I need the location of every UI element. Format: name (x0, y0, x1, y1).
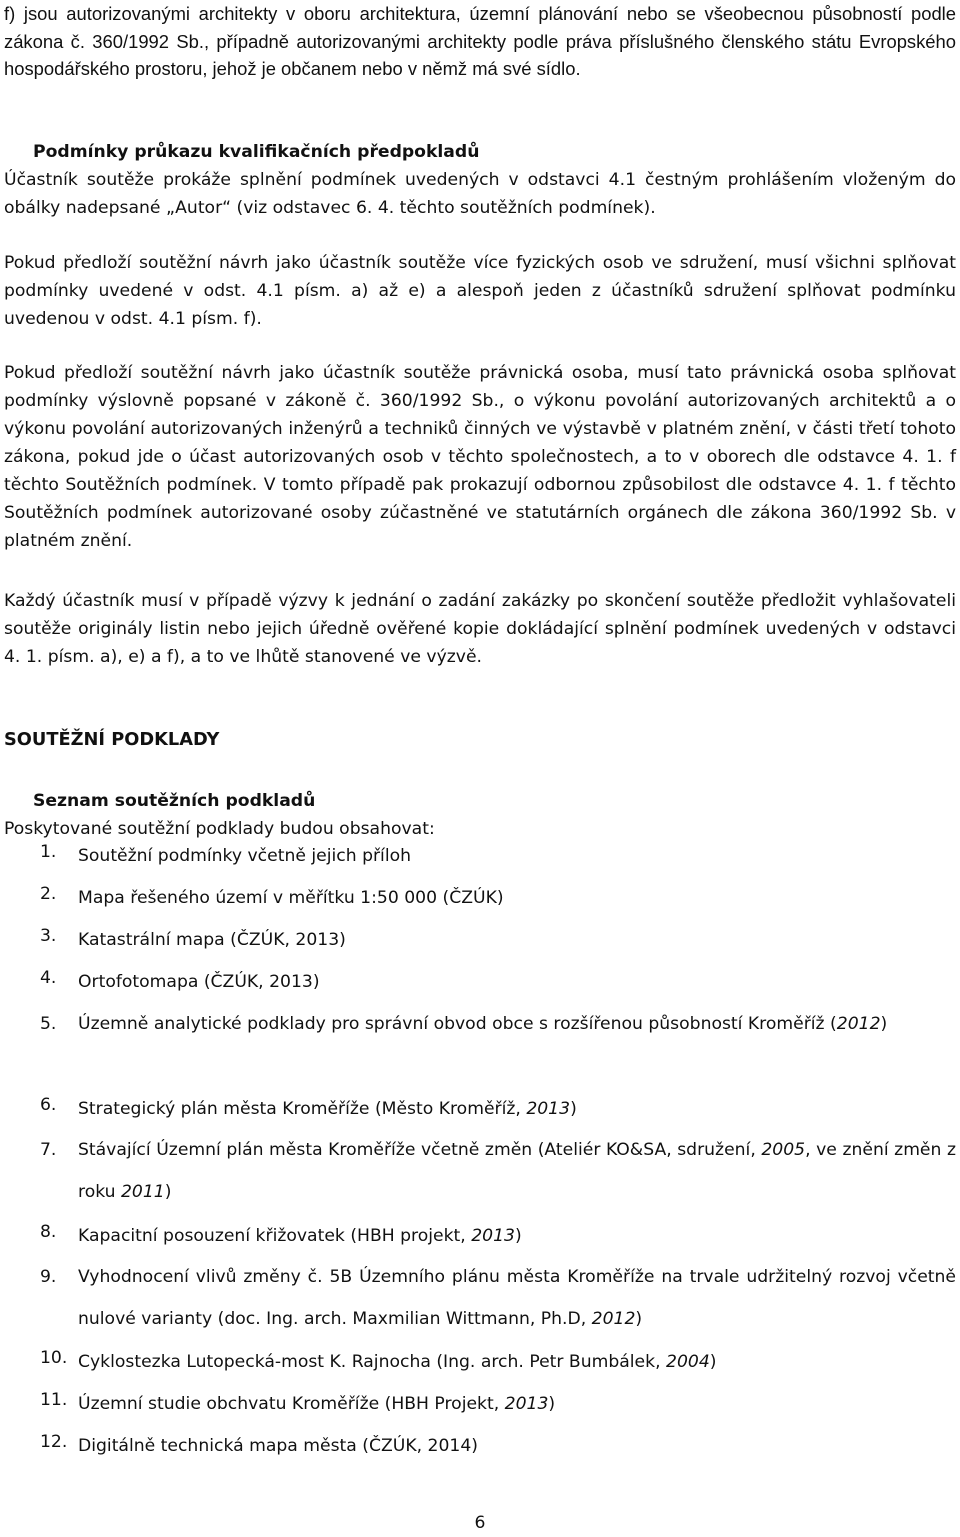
list-item-number: 4. (40, 968, 57, 988)
list-item-number: 7. (40, 1140, 57, 1160)
list-item (4, 1222, 956, 1250)
intro-paragraph: f) jsou autorizovanými architekty v oboru architektura, územní plánování nebo se všeobecnou působností podle zákona č. 360/1992 Sb., případně autorizovanými architekty podle práva příslušného členského státu Evropského hospodářského prostoru, jehož je občanem nebo v němž má své sídlo. (4, 3, 956, 80)
list-item-text: Ortofotomapa (ČZÚK, 2013) (78, 972, 320, 992)
document-page (4, 0, 956, 1537)
list-item-number: 9. (40, 1267, 57, 1287)
paragraph-legal-entity: Pokud předloží soutěžní návrh jako účastník soutěže právnická osoba, musí tato právnická osoba splňovat podmínky výslovně popsané v zákoně č. 360/1992 Sb., o výkonu povolání autorizovaných architektů a o výkonu povolání autorizovaných inženýrů a techniků činných ve výstavbě v platném znění, v části třetí tohoto zákona, pokud jde o účast autorizovaných osob v těchto společnostech, a to v oborech dle odstavce 4. 1. f těchto Soutěžních podmínek. V tomto případě pak prokazují odbornou způsobilost dle odstavce 4. 1. f těchto Soutěžních podmínek autorizované osoby zúčastněné ve statutárních orgánech dle zákona 360/1992 Sb. v platném znění. (4, 363, 956, 551)
list-item (4, 1257, 956, 1340)
list-item-text: Mapa řešeného území v měřítku 1:50 000 (ČZÚK) (78, 888, 504, 908)
list-item-text: Kapacitní posouzení křižovatek (HBH projekt, 2013) (78, 1226, 522, 1246)
list-item (4, 884, 956, 912)
list-item (4, 1004, 956, 1046)
subsection-heading: Podmínky průkazu kvalifikačních předpokladů (33, 142, 480, 162)
section-heading: SOUTĚŽNÍ PODKLADY (4, 729, 220, 750)
list-item-number: 12. (40, 1432, 68, 1452)
list-heading: Seznam soutěžních podkladů (33, 791, 316, 811)
list-item-number: 11. (40, 1390, 68, 1410)
list-item-text: Katastrální mapa (ČZÚK, 2013) (78, 930, 346, 950)
list-item (4, 1130, 956, 1213)
list-item-number: 5. (40, 1014, 57, 1034)
list-item (4, 1390, 956, 1418)
page-number: 6 (474, 1513, 486, 1533)
list-item-text: Strategický plán města Kroměříže (Město Kroměříž, 2013) (78, 1099, 577, 1119)
list-item (4, 842, 956, 870)
list-item-text: Územně analytické podklady pro správní obvod obce s rozšířenou působností Kroměříž (2012) (78, 1014, 888, 1034)
list-item-text: Soutěžní podmínky včetně jejich příloh (78, 846, 412, 866)
list-item-text: Vyhodnocení vlivů změny č. 5B Územního plánu města Kroměříže na trvale udržitelný rozvoj včetně nulové varianty (doc. Ing. arch. Maxmilian Wittmann, Ph.D, 2012) (78, 1267, 956, 1329)
list-item-text: Stávající Územní plán města Kroměříže včetně změn (Ateliér KO&SA, sdružení, 2005, ve znění změn z roku 2011) (78, 1140, 956, 1202)
list-item (4, 1095, 956, 1123)
list-item-number: 6. (40, 1095, 57, 1115)
list-item (4, 968, 956, 996)
list-intro: Poskytované soutěžní podklady budou obsahovat: (4, 819, 435, 839)
paragraph-documents: Každý účastník musí v případě výzvy k jednání o zadání zakázky po skončení soutěže předložit vyhlašovateli soutěže originály listin nebo jejich úředně ověřené kopie dokládající splnění podmínek uvedených v odstavci 4. 1. písm. a), e) a f), a to ve lhůtě stanovené ve výzvě. (4, 591, 956, 667)
list-item-text: Digitálně technická mapa města (ČZÚK, 2014) (78, 1436, 478, 1456)
paragraph-association: Pokud předloží soutěžní návrh jako účastník soutěže více fyzických osob ve sdružení, musí všichni splňovat podmínky uvedené v odst. 4.1 písm. a) až e) a alespoň jeden z účastníků sdružení splňovat podmínku uvedenou v odst. 4.1 písm. f). (4, 253, 956, 329)
list-item-text: Územní studie obchvatu Kroměříže (HBH Projekt, 2013) (78, 1394, 556, 1414)
list-item-text: Cyklostezka Lutopecká-most K. Rajnocha (Ing. arch. Petr Bumbálek, 2004) (78, 1352, 717, 1372)
list-item (4, 1348, 956, 1376)
list-item (4, 1432, 956, 1460)
list-item-number: 3. (40, 926, 57, 946)
paragraph-proof: Účastník soutěže prokáže splnění podmínek uvedených v odstavci 4.1 čestným prohlášením vloženým do obálky nadepsané „Autor“ (viz odstavec 6. 4. těchto soutěžních podmínek). (4, 170, 956, 218)
list-item (4, 926, 956, 954)
list-item-number: 2. (40, 884, 57, 904)
list-item-number: 10. (40, 1348, 68, 1368)
list-item-number: 1. (40, 842, 57, 862)
list-item-number: 8. (40, 1222, 57, 1242)
